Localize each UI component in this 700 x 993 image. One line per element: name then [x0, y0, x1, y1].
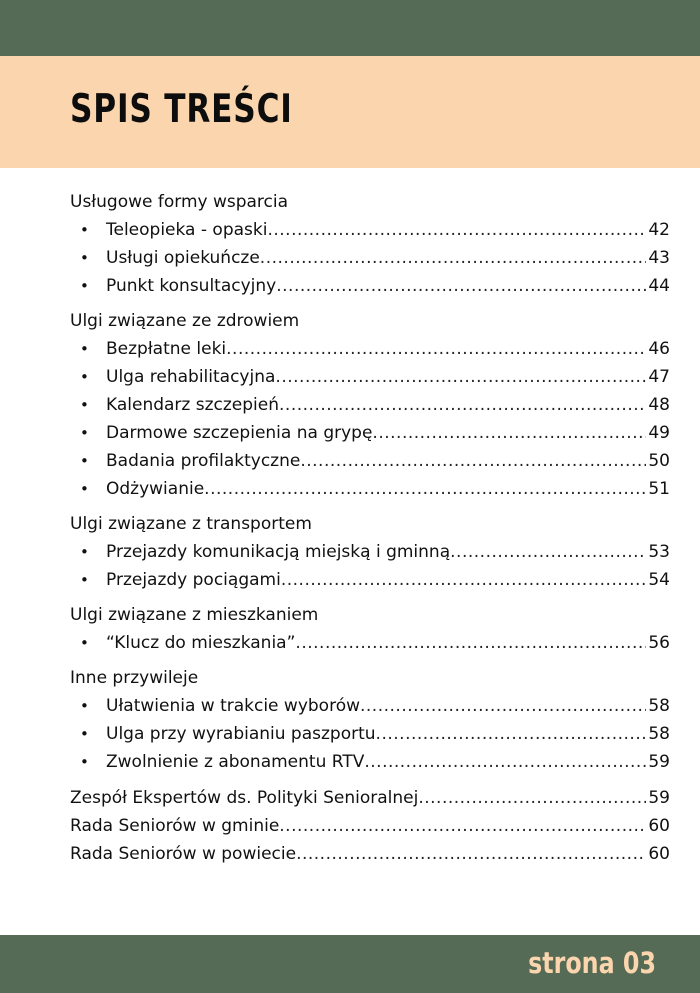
toc-entry[interactable] — [70, 629, 670, 657]
entry-label: Darmowe szczepienia na grypę — [106, 423, 373, 443]
entry-label: “Klucz do mieszkania” — [106, 633, 296, 653]
toc-entry[interactable] — [70, 447, 670, 475]
dot-leader — [275, 363, 646, 391]
dot-leader — [226, 335, 646, 363]
bullet-icon: • — [80, 634, 89, 652]
toc-entry[interactable] — [70, 272, 670, 300]
entry-page-number: 51 — [648, 479, 670, 499]
section-heading: Inne przywileje — [70, 668, 199, 688]
entry-page-number: 42 — [648, 220, 670, 240]
bullet-icon: • — [80, 368, 89, 386]
top-bar — [0, 0, 700, 56]
bullet-icon: • — [80, 571, 89, 589]
entry-label: Usługi opiekuńcze — [106, 248, 260, 268]
entry-list — [70, 335, 670, 503]
table-of-contents — [70, 188, 670, 868]
section-heading: Ulgi związane ze zdrowiem — [70, 311, 300, 331]
bullet-icon: • — [80, 480, 89, 498]
dot-leader — [418, 784, 646, 812]
dot-leader — [450, 538, 646, 566]
toc-section-transport — [70, 510, 670, 594]
entry-label: Badania profilaktyczne — [106, 451, 301, 471]
entry-page-number: 44 — [648, 276, 670, 296]
entry-label: Ulga przy wyrabianiu paszportu — [106, 724, 376, 744]
entry-page-number: 59 — [648, 752, 670, 772]
entry-label: Ułatwienia w trakcie wyborów — [106, 696, 360, 716]
bullet-icon: • — [80, 249, 89, 267]
dot-leader — [279, 391, 646, 419]
dot-leader — [281, 566, 646, 594]
entry-label: Punkt konsultacyjny — [106, 276, 277, 296]
toc-section-housing — [70, 601, 670, 657]
entry-label: Rada Seniorów w gminie — [70, 816, 280, 836]
dot-leader — [296, 840, 646, 868]
entry-page-number: 54 — [648, 570, 670, 590]
entry-label: Zwolnienie z abonamentu RTV — [106, 752, 365, 772]
section-heading: Ulgi związane z mieszkaniem — [70, 605, 319, 625]
entry-page-number: 56 — [648, 633, 670, 653]
dot-leader — [376, 720, 646, 748]
toc-entry[interactable] — [70, 692, 670, 720]
entry-label: Zespół Ekspertów ds. Polityki Senioralnej — [70, 788, 419, 808]
entry-label: Teleopieka - opaski — [106, 220, 268, 240]
dot-leader — [364, 748, 646, 776]
entry-page-number: 59 — [648, 788, 670, 808]
entry-list — [70, 629, 670, 657]
toc-entry[interactable] — [70, 419, 670, 447]
dot-leader — [300, 447, 646, 475]
page-number-label: strona 03 — [528, 946, 656, 980]
entry-page-number: 60 — [648, 844, 670, 864]
page-title: SPIS TREŚCI — [70, 87, 293, 132]
entry-label: Bezpłatne leki — [106, 339, 227, 359]
toc-entry[interactable] — [70, 475, 670, 503]
toc-entry[interactable] — [70, 216, 670, 244]
toc-entry[interactable] — [70, 840, 670, 868]
bullet-icon: • — [80, 424, 89, 442]
dot-leader — [360, 692, 646, 720]
entry-page-number: 49 — [648, 423, 670, 443]
entry-page-number: 50 — [648, 451, 670, 471]
entry-label: Przejazdy komunikacją miejską i gminną — [106, 542, 451, 562]
entry-page-number: 47 — [648, 367, 670, 387]
toc-entry[interactable] — [70, 812, 670, 840]
bullet-icon: • — [80, 725, 89, 743]
toc-section-support-services — [70, 188, 670, 300]
section-heading: Usługowe formy wsparcia — [70, 192, 289, 212]
entry-page-number: 58 — [648, 724, 670, 744]
entry-label: Przejazdy pociągami — [106, 570, 281, 590]
entry-page-number: 43 — [648, 248, 670, 268]
toc-entry[interactable] — [70, 363, 670, 391]
toc-entry[interactable] — [70, 748, 670, 776]
bullet-icon: • — [80, 221, 89, 239]
bullet-icon: • — [80, 543, 89, 561]
dot-leader — [204, 475, 646, 503]
bullet-icon: • — [80, 340, 89, 358]
toc-entry[interactable] — [70, 720, 670, 748]
toc-entry[interactable] — [70, 538, 670, 566]
toc-entry[interactable] — [70, 335, 670, 363]
toc-section-health — [70, 307, 670, 503]
toc-entry[interactable] — [70, 391, 670, 419]
entry-list — [70, 538, 670, 594]
dot-leader — [279, 812, 646, 840]
toc-entry[interactable] — [70, 784, 670, 812]
entry-label: Odżywianie — [106, 479, 205, 499]
dot-leader — [260, 244, 646, 272]
entry-list — [70, 692, 670, 776]
bullet-icon: • — [80, 277, 89, 295]
dot-leader — [295, 629, 646, 657]
bullet-icon: • — [80, 396, 89, 414]
entry-label: Rada Seniorów w powiecie — [70, 844, 297, 864]
toc-standalone-entries — [70, 784, 670, 868]
entry-page-number: 53 — [648, 542, 670, 562]
entry-label: Kalendarz szczepień — [106, 395, 280, 415]
toc-section-other-privileges — [70, 664, 670, 776]
bullet-icon: • — [80, 697, 89, 715]
entry-list — [70, 216, 670, 300]
dot-leader — [267, 216, 646, 244]
entry-page-number: 46 — [648, 339, 670, 359]
toc-entry[interactable] — [70, 566, 670, 594]
dot-leader — [372, 419, 646, 447]
entry-label: Ulga rehabilitacyjna — [106, 367, 276, 387]
dot-leader — [276, 272, 646, 300]
entry-page-number: 58 — [648, 696, 670, 716]
section-heading: Ulgi związane z transportem — [70, 514, 312, 534]
entry-page-number: 60 — [648, 816, 670, 836]
toc-entry[interactable] — [70, 244, 670, 272]
entry-page-number: 48 — [648, 395, 670, 415]
bullet-icon: • — [80, 452, 89, 470]
bullet-icon: • — [80, 753, 89, 771]
